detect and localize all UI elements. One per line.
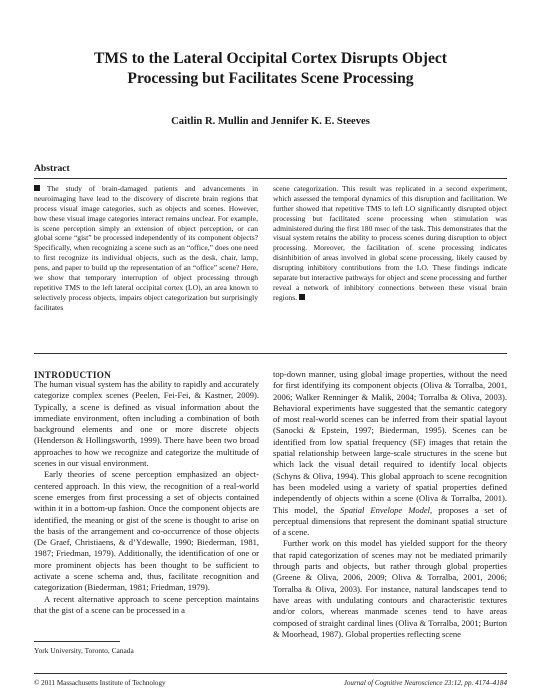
abstract-bottom-rule (34, 353, 507, 354)
abstract-right-column (273, 184, 507, 367)
abstract-left-column (34, 184, 258, 367)
right-paragraph-1 (273, 369, 507, 538)
title-line-1: TMS to the Lateral Occipital Cortex Disrupts Object (94, 50, 447, 67)
abstract-heading: Abstract (34, 163, 70, 174)
intro-paragraph-2: Early theories of scene perception emphasized an object-centered approach. In this view, the recognition of a real-world scene emerges from first processing a set of objects contained within it in a bottom-up fashion. Once the component objects are identified, the meaning or gist of the scene is thought to arise on the basis of the arrangement and co-occurrence of those objects (De Graef, Christiaens, & d’Ydewalle, 1990; Biederman, 1981, 1987; Friedman, 1979). Additionally, the identification of one or more prominent objects has been thought to be sufficient to activate a scene schema and, thus, facilitate recognition and categorization (Biederman, 1981; Friedman, 1979). (34, 469, 259, 593)
body-left-column (34, 379, 259, 639)
abstract-top-rule (34, 178, 507, 179)
journal-footer: Journal of Cognitive Neuroscience 23:12, pp. 4174–4184 (343, 679, 507, 687)
authors: Caitlin R. Mullin and Jennifer K. E. Steeves (171, 116, 370, 127)
start-square-icon (34, 185, 40, 191)
section-heading-introduction: INTRODUCTION (34, 370, 112, 380)
end-square-icon (299, 294, 305, 300)
copyright-footer: © 2011 Massachusetts Institute of Technology (34, 679, 166, 687)
footnote-rule (34, 641, 120, 642)
right-paragraph-1-after: , proposes a set of perceptual dimensions that represent the dominant spatial structure of a scene. (273, 504, 507, 538)
intro-paragraph-3: A recent alternative approach to scene perception maintains that the gist of a scene can be processed in a (34, 593, 259, 615)
intro-paragraph-1: The human visual system has the ability to rapidly and accurately categorize complex scenes (Peelen, Fei-Fei, & Kastner, 2009). Typically, a scene is defined as visual information about the immediate environment, often including a combination of both background elements and one or more discrete objects (Henderson & Hollingsworth, 1999). There have been two broad approaches to how we recognize and categorize the multitude of scenes in our visual environment. (34, 379, 259, 469)
title-line-2: Processing but Facilitates Scene Processing (127, 70, 414, 87)
abstract-left-text: The study of brain-damaged patients and advancements in neuroimaging have lead to the discovery of discrete brain regions that process visual image categories, such as objects and scenes. However, how these visual image categories interact remains unclear. For example, is scene perception simply an extension of object perception, or can global scene “gist” be processed independently of its component objects? Specifically, when recognizing a scene such as an “office,” does one need to first recognize its individual objects, such as the desk, chair, lamp, pens, and paper to build up the representation of an “office” scene? Here, we show that temporary interruption of object processing through repetitive TMS to the left lateral occipital cortex (LO), an area known to selectively process objects, impairs object categorization but surprisingly facilitates (34, 184, 258, 312)
spatial-envelope-model: Spatial Envelope Model (340, 504, 431, 515)
affiliation-footnote: York University, Toronto, Canada (34, 646, 134, 655)
right-paragraph-1-before: top-down manner, using global image properties, without the need for first identifying its component objects (Oliva & Torralba, 2001, 2006; Walker Renninger & Malik, 2004; Torralba & Oliva, 2003). Behavioral experiments have suggested that the semantic category of most real-world scenes can be inferred from their spatial layout (Sanocki & Epstein, 1997; Biederman, 1995). Scenes can be identified from low spatial frequency (SF) images that retain the spatial relationship between large-scale structures in the scene but which lack the visual detail required to identify local objects (Schyns & Oliva, 1994). This global approach to scene recognition has been modeled using a variety of spatial properties defined independently of objects within a scene (Oliva & Torralba, 2001). This model, the (273, 369, 507, 515)
right-paragraph-2: Further work on this model has yielded support for the theory that rapid categorization of scenes may not be mediated primarily through parts and objects, but rather through global properties (Greene & Oliva, 2006, 2009; Oliva & Torralba, 2001, 2006; Torralba & Oliva, 2003). For instance, natural landscapes tend to have areas with undulating contours and characteristic textures and/or colors, whereas manmade scenes tend to have areas composed of straight cardinal lines (Oliva & Torralba, 2001; Burton & Moorhead, 1987). Global properties reflecting scene (273, 538, 507, 639)
footer-rule (34, 673, 507, 674)
abstract-right-text: scene categorization. This result was replicated in a second experiment, which assessed the temporal dynamics of this disruption and facilitation. We further showed that repetitive TMS to left LO significantly disrupted object processing but facilitated scene processing when stimulation was administered during the first 180 msec of the task. This demonstrates that the visual system retains the ability to process scenes during disruption to object processing. Moreover, the facilitation of scene processing indicates disinhibition of areas involved in global scene processing, likely caused by disrupting inhibitory contributions from the LO. These findings indicate separate but interactive pathways for object and scene processing and further reveal a network of inhibitory connections between these visual brain regions. (273, 184, 507, 302)
body-right-column (273, 369, 507, 669)
paper-title (0, 49, 541, 89)
